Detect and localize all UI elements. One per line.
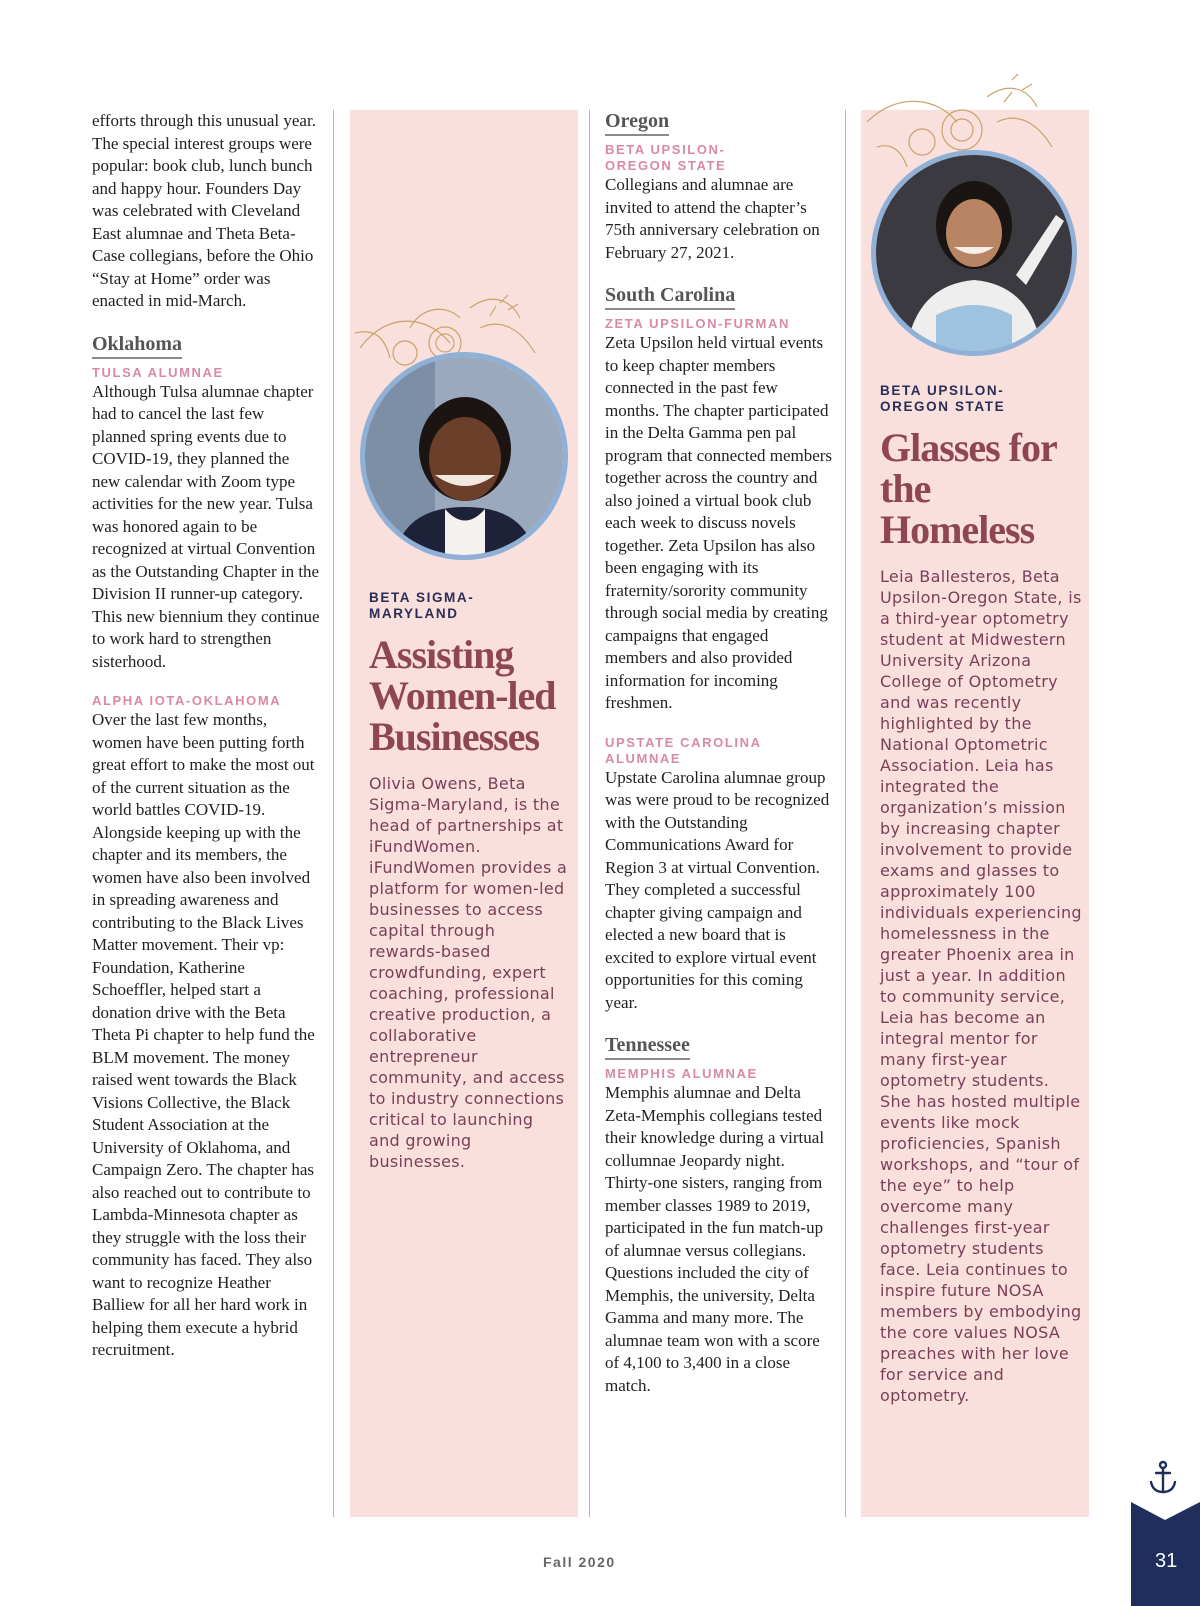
column-divider-2 (589, 110, 590, 1517)
tulsa-alumnae-label: TULSA ALUMNAE (92, 364, 224, 380)
zeta-upsilon-text: Zeta Upsilon held virtual events to keep chapter members connected in the past few months. The chapter participated in the Delta Gamma pen pal program that connected members together across the country and also joined a virtual book club each week to discuss novels together. Zeta Upsilon has also been engaging with its fraternity/sorority community through social media by creating campaigns that engaged members and also provided information for incoming freshmen. (605, 333, 833, 712)
column-divider-1 (333, 110, 334, 1517)
beta-upsilon-label: BETA UPSILON- OREGON STATE (605, 142, 727, 173)
leia-ballesteros-photo (871, 150, 1077, 356)
tulsa-alumnae-text: Although Tulsa alumnae chapter had to cancel the last few planned spring events due to COVID-19, they planned the new calendar with Zoom type activities for the new year. Tulsa was honored again to be recognized at virtual Convention as the Outstanding Chapter in the Division II runner-up category. This new biennium they continue to work hard to strengthen sisterhood. (92, 381, 320, 671)
column-1 (92, 110, 320, 1362)
oregon-text: Collegians and alumnae are invited to attend the chapter’s 75th anniversary celebration on February 27, 2021. (605, 175, 820, 262)
portrait-placeholder (365, 357, 563, 555)
anchor-icon (1147, 1460, 1179, 1496)
panel2-content (880, 383, 1085, 1406)
oklahoma-heading: Oklahoma (92, 333, 182, 359)
issue-label: Fall 2020 (543, 1554, 616, 1570)
alpha-iota-label: ALPHA IOTA-OKLAHOMA (92, 693, 282, 708)
owens-feature-text: Olivia Owens, Beta Sigma-Maryland, is the head of partnerships at iFundWomen. iFundWomen provides a platform for women-led businesses to access capital through rewards-based crowdfunding, expert coaching, professional creative production, a collaborative entrepreneur community, and access to industry connections critical to launching and growing businesses. (369, 774, 568, 1171)
ballesteros-feature-text: Leia Ballesteros, Beta Upsilon-Oregon State, is a third-year optometry student at Midwestern University Arizona College of Optometry and was recently highlighted by the National Optometric Association. Leia has integrated the organization’s mission by increasing chapter involvement to provide exams and glasses to approximately 100 individuals experiencing homelessness in the greater Phoenix area in just a year. In addition to community service, Leia has become an integral mentor for many first-year optometry students. She has hosted multiple events like mock proficiencies, Spanish workshops, and “tour of the eye” to help overcome many challenges first-year optometry students face. Leia continues to inspire future NOSA members by embodying the core values NOSA preaches with her love for service and optometry. (880, 567, 1082, 1405)
oregon-heading: Oregon (605, 110, 669, 136)
panel1-content (369, 590, 569, 1172)
alpha-iota-text: Over the last few months, women have been putting forth great effort to make the most out of the current situation as the world battles COVID-19. Alongside keeping up with the chapter and its members, the women have also been involved in spreading awareness and contributing to the Black Lives Matter movement. Their vp: Foundation, Katherine Schoeffler, helped start a donation drive with the Beta Theta Pi chapter to help fund the BLM movement. The money raised went towards the Black Visions Collective, the Black Student Association at the University of Oklahoma, and Campaign Zero. The chapter has also reached out to contribute to Lambda-Minnesota chapter as they struggle with the loss their community has faced. They also want to recognize Heather Balliew for all her hard work in helping them execute a hybrid recruitment. (92, 710, 315, 1359)
south-carolina-heading: South Carolina (605, 284, 735, 310)
upstate-carolina-label: UPSTATE CAROLINA ALUMNAE (605, 734, 762, 766)
memphis-alumnae-text: Memphis alumnae and Delta Zeta-Memphis collegians tested their knowledge during a virtual collumnae Jeopardy night. Thirty-one sisters, ranging from member classes 1989 to 2019, participated in the fun match-up of alumnae versus collegians. Questions included the city of Memphis, the university, Delta Gamma and many more. The alumnae team won with a score of 4,100 to 3,400 in a close match. (605, 1083, 825, 1395)
assisting-women-title: Assisting Women-led Businesses (369, 632, 556, 759)
beta-sigma-label: BETA SIGMA- MARYLAND (369, 590, 475, 621)
column-divider-3 (845, 110, 846, 1517)
memphis-alumnae-label: MEMPHIS ALUMNAE (605, 1066, 758, 1081)
ohio-continued-text: efforts through this unusual year. The special interest groups were popular: book club, lunch bunch and happy hour. Founders Day was celebrated with Cleveland East alumnae and Theta Beta-Case collegians, before the Ohio “Stay at Home” order was enacted in mid-March. (92, 111, 316, 310)
tennessee-heading: Tennessee (605, 1034, 690, 1060)
zeta-upsilon-label: ZETA UPSILON-FURMAN (605, 316, 790, 331)
beta-upsilon-panel-label: BETA UPSILON- OREGON STATE (880, 383, 1006, 414)
glasses-homeless-title: Glasses for the Homeless (880, 425, 1057, 552)
portrait-placeholder (876, 155, 1072, 351)
page-number: 31 (1155, 1550, 1178, 1572)
upstate-carolina-text: Upstate Carolina alumnae group was were proud to be recognized with the Outstanding Communications Award for Region 3 at virtual Convention. They completed a successful chapter giving campaign and elected a new board that is excited to explore virtual event opportunities for this coming year. (605, 767, 830, 1012)
olivia-owens-photo (360, 352, 568, 560)
column-3 (605, 110, 833, 1397)
